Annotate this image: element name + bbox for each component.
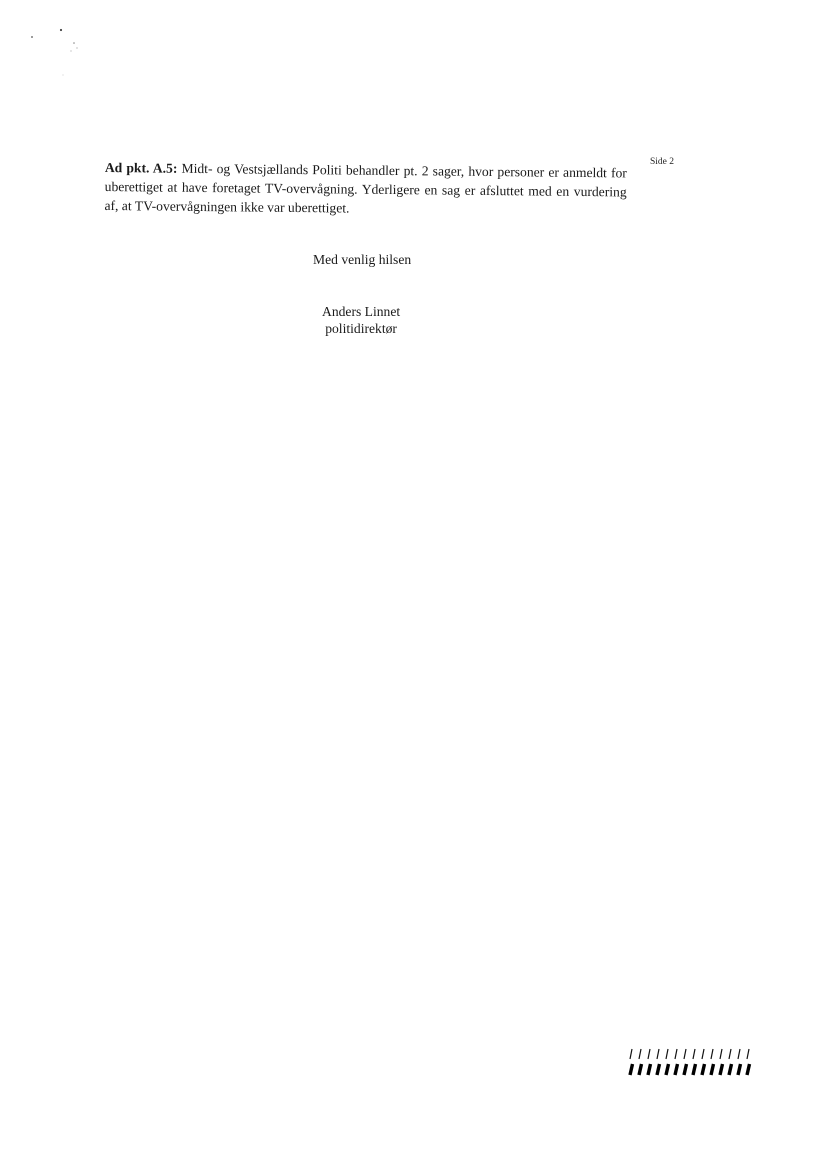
body-paragraph [104, 158, 627, 220]
signature-block [322, 303, 400, 337]
signer-name: Anders Linnet [322, 304, 401, 319]
paragraph-text: Midt- og Vestsjællands Politi behandler pt. 2 sager, hvor personer er anmeldt for uberettiget at have foretaget TV-overvågning. Yderligere en sag er afsluttet med en vurdering af, at TV-overvågningen ikke var uberettiget. [104, 160, 627, 216]
page-number-label: Side 2 [650, 157, 675, 167]
barcode-icon [627, 1047, 757, 1077]
signer-title: politidirektør [325, 321, 397, 336]
closing-salutation: Med venlig hilsen [313, 252, 412, 267]
scan-specks-icon [25, 25, 95, 85]
paragraph-heading: Ad pkt. A.5: [104, 159, 178, 176]
